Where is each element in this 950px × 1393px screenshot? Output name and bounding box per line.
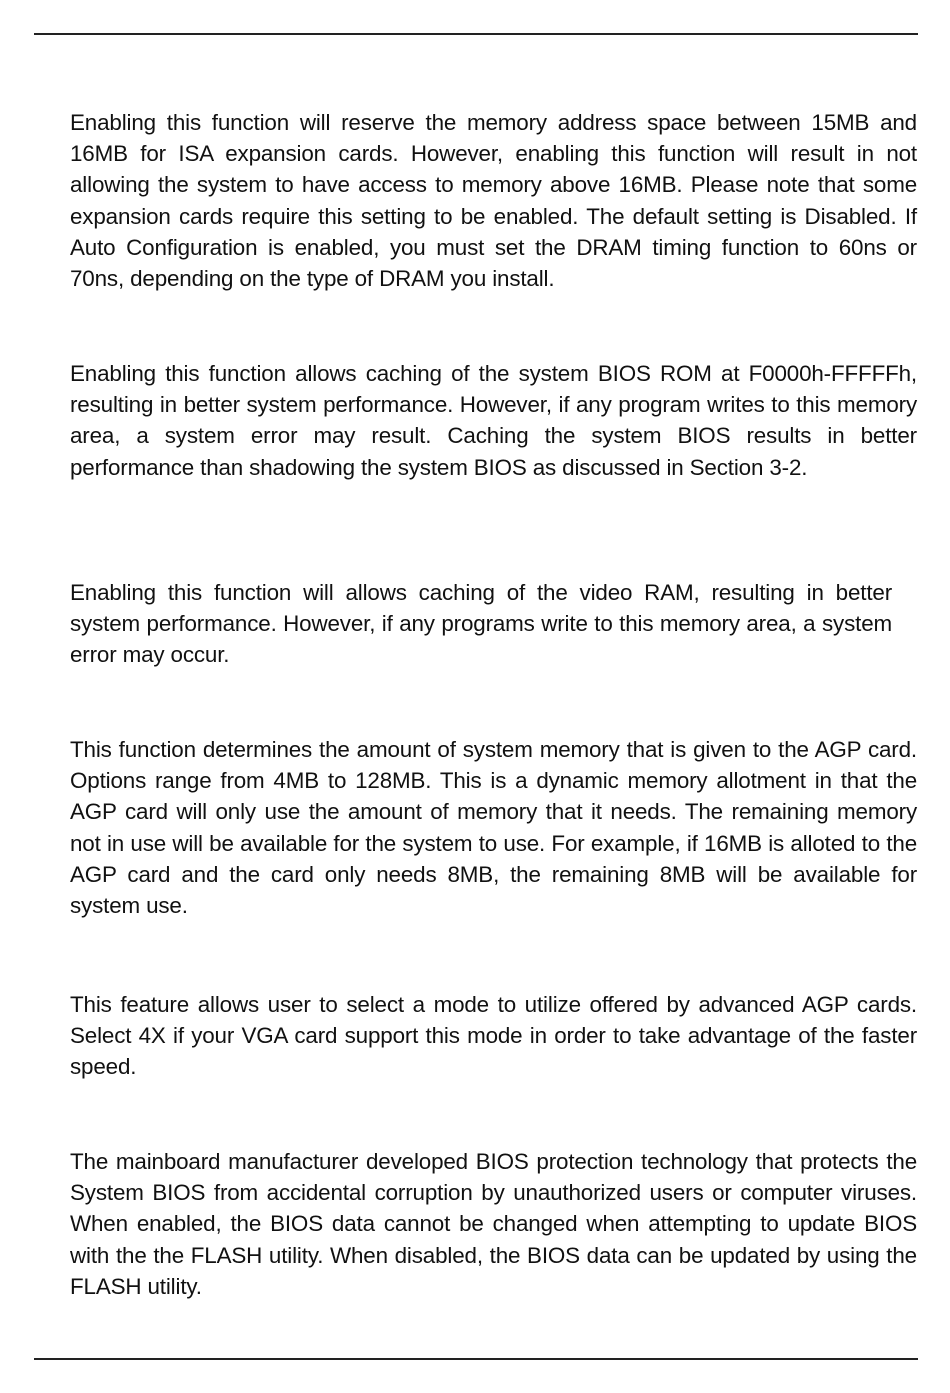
bottom-rule bbox=[34, 1358, 918, 1360]
paragraph-agp-aperture-size: This function determines the amount of system memory that is given to the AGP card. Options range from 4MB to 128MB. This is a dynamic memory allotment in that the AGP card will only use the amount of memory that it needs. The remaining memory not in use will be available for the system to use. For example, if 16MB is alloted to the AGP card and the card only needs 8MB, the remaining 8MB will be available for system use. bbox=[70, 737, 917, 919]
paragraph-agp-mode: This feature allows user to select a mode to utilize offered by advanced AGP cards. Select 4X if your VGA card support this mode in order to take advantage of the faster speed. bbox=[70, 992, 917, 1080]
paragraph-bios-protection: The mainboard manufacturer developed BIOS protection technology that protects the System BIOS from accidental corruption by unauthorized users or computer viruses. When enabled, the BIOS data cannot be changed when attempting to update BIOS with the the FLASH utility. When disabled, the BIOS data can be updated by using the FLASH utility. bbox=[70, 1149, 917, 1299]
paragraph-isa-memory-hole: Enabling this function will reserve the memory address space between 15MB and 16MB for ISA expansion cards. However, enabling this function will result in not allowing the system to have access to memory above 16MB. Please note that some expansion cards require this setting to be enabled. The default setting is Disabled. If Auto Configuration is enabled, you must set the DRAM timing function to 60ns or 70ns, depending on the type of DRAM you install. bbox=[70, 110, 917, 292]
paragraph-system-bios-cacheable: Enabling this function allows caching of the system BIOS ROM at F0000h-FFFFFh, resulting in better system performance. However, if any program writes to this memory area, a system error may result. Caching the system BIOS results in better performance than shadowing the system BIOS as discussed in Section 3-2. bbox=[70, 361, 917, 480]
top-rule bbox=[34, 33, 918, 35]
paragraph-video-ram-cacheable: Enabling this function will allows caching of the video RAM, resulting in better system performance. However, if any programs write to this memory area, a system error may occur. bbox=[70, 580, 892, 668]
